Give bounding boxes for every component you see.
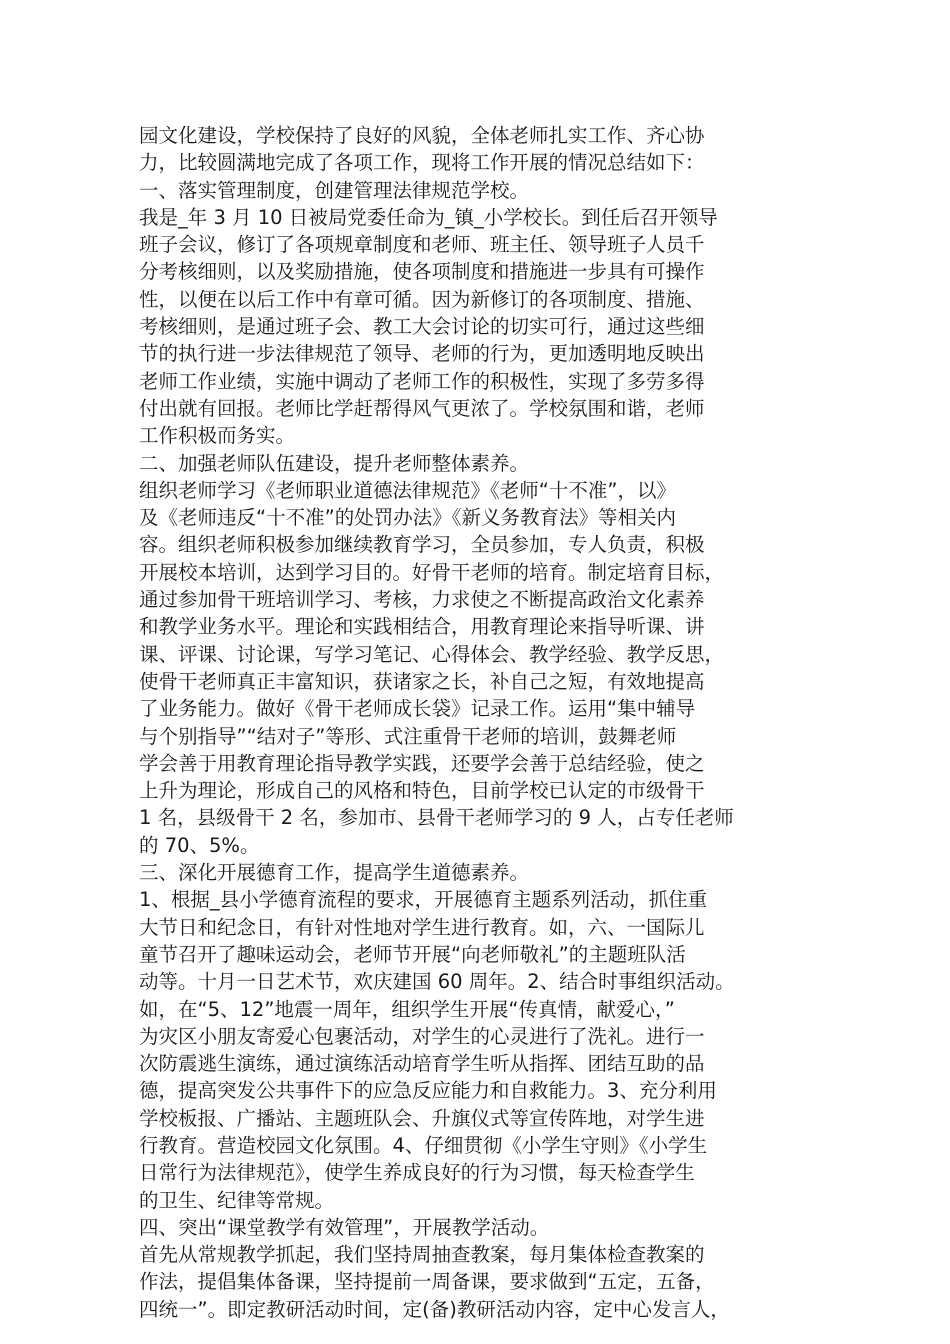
text-line: 1、根据_县小学德育流程的要求，开展德育主题系列活动，抓住重: [139, 888, 708, 912]
text-line: 考核细则，是通过班子会、教工大会讨论的切实可行，通过这些细: [139, 315, 705, 339]
text-line: 园文化建设，学校保持了良好的风貌，全体老师扎实工作、齐心协: [139, 124, 705, 147]
text-line: 老师工作业绩，实施中调动了老师工作的积极性，实现了多劳多得: [139, 369, 705, 393]
text-line: 付出就有回报。老师比学赶帮得风气更浓了。学校氛围和谐，老师: [139, 396, 705, 420]
text-line: 的 70、5%。: [139, 833, 260, 857]
text-line: 德，提高突发公共事件下的应急反应能力和自救能力。3、充分利用: [139, 1079, 717, 1103]
text-line: 节的执行进一步法律规范了领导、老师的行为，更加透明地反映出: [139, 342, 705, 366]
text-line: 童节召开了趣味运动会，老师节开展“向老师敬礼”的主题班队活: [139, 942, 686, 966]
document-body: [139, 122, 819, 1323]
text-line: 分考核细则，以及奖励措施，使各项制度和措施进一步具有可操作: [139, 260, 705, 284]
text-line: 学校板报、广播站、主题班队会、升旗仪式等宣传阵地，对学生进: [139, 1106, 705, 1130]
text-line: 我是_年 3 月 10 日被局党委任命为_镇_小学校长。到任后召开领导: [139, 205, 718, 229]
text-line: 性，以便在以后工作中有章可循。因为新修订的各项制度、措施、: [139, 287, 705, 311]
text-line: 行教育。营造校园文化氛围。4、仔细贯彻《小学生守则》《小学生: [139, 1133, 708, 1157]
text-line: 如，在“5、12”地震一周年，组织学生开展“传真情，献爱心，”: [139, 997, 675, 1021]
text-line: 工作积极而务实。: [139, 424, 296, 448]
text-line: 学会善于用教育理论指导教学实践，还要学会善于总结经验，使之: [139, 751, 705, 775]
text-line: 次防震逃生演练，通过演练活动培育学生听从指挥、团结互助的品: [139, 1052, 705, 1076]
text-line: 力，比较圆满地完成了各项工作，现将工作开展的情况总结如下：: [139, 151, 705, 175]
text-line: 上升为理论，形成自己的风格和特色，目前学校已认定的市级骨干: [139, 779, 705, 803]
text-line: 容。组织老师积极参加继续教育学习，全员参加，专人负责，积极: [139, 533, 705, 557]
text-line: 与个别指导”“结对子”等形、式注重骨干老师的培训，鼓舞老师: [139, 724, 677, 748]
text-line: 日常行为法律规范》，使学生养成良好的行为习惯，每天检查学生: [139, 1161, 695, 1185]
text-line: 为灾区小朋友寄爱心包裹活动，对学生的心灵进行了洗礼。进行一: [139, 1024, 705, 1048]
text-line: 首先从常规教学抓起，我们坚持周抽查教案，每月集体检查教案的: [139, 1243, 705, 1267]
text-line: 四统一”。即定教研活动时间，定(备)教研活动内容，定中心发言人，: [139, 1297, 730, 1321]
text-line: 班子会议，修订了各项规章制度和老师、班主任、领导班子人员千: [139, 233, 705, 257]
text-line: 动等。十月一日艺术节，欢庆建国 60 周年。2、结合时事组织活动。: [139, 970, 735, 994]
text-line: 开展校本培训，达到学习目的。好骨干老师的培育。制定培育目标，: [139, 560, 725, 584]
text-line: 大节日和纪念日，有针对性地对学生进行教育。如，六、一国际儿: [139, 915, 705, 939]
text-line: 二、加强老师队伍建设，提升老师整体素养。: [139, 451, 530, 475]
text-line: 及《老师违反“十不准”的处罚办法》《新义务教育法》等相关内: [139, 506, 676, 530]
text-line: 了业务能力。做好《骨干老师成长袋》记录工作。运用“集中辅导: [139, 697, 696, 721]
text-line: 组织老师学习《老师职业道德法律规范》《老师“十不准”，以》: [139, 478, 676, 502]
text-line: 作法，提倡集体备课，坚持提前一周备课，要求做到“五定，五备，: [139, 1270, 715, 1294]
text-line: 一、落实管理制度，创建管理法律规范学校。: [139, 178, 530, 202]
text-line: 四、突出“课堂教学有效管理”，开展教学活动。: [139, 1215, 550, 1239]
text-line: 通过参加骨干班培训学习、考核，力求使之不断提高政治文化素养: [139, 588, 705, 612]
text-line: 1 名，县级骨干 2 名，参加市、县骨干老师学习的 9 人，占专任老师: [139, 806, 734, 830]
text-line: 三、深化开展德育工作，提高学生道德素养。: [139, 861, 530, 885]
text-line: 课、评课、讨论课，写学习笔记、心得体会、教学经验、教学反思，: [139, 642, 725, 666]
text-line: 和教学业务水平。理论和实践相结合，用教育理论来指导听课、讲: [139, 615, 705, 639]
text-line: 使骨干老师真正丰富知识，获诸家之长，补自己之短，有效地提高: [139, 669, 705, 693]
text-line: 的卫生、纪律等常规。: [139, 1188, 335, 1212]
